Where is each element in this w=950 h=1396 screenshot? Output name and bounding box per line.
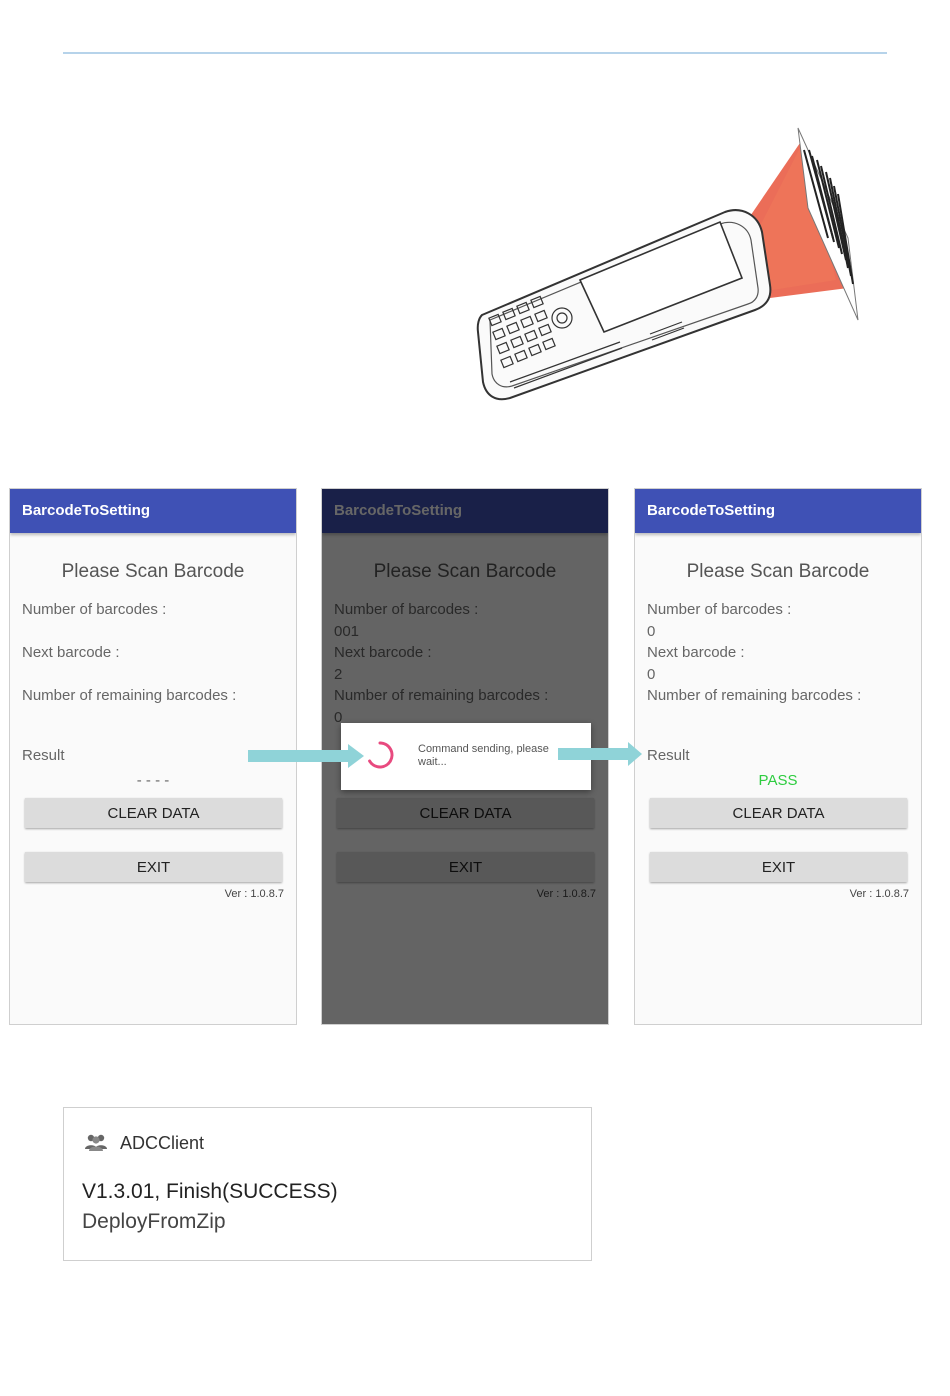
next-barcode-value: 0 bbox=[647, 666, 656, 683]
result-label: Result bbox=[22, 747, 65, 764]
progress-message: Command sending, please wait... bbox=[418, 743, 549, 768]
notification-body: DeployFromZip bbox=[82, 1210, 226, 1233]
top-divider bbox=[63, 52, 887, 54]
scanner-device-illustration bbox=[470, 120, 890, 410]
app-title: BarcodeToSetting bbox=[10, 489, 296, 533]
result-value: PASS bbox=[758, 772, 798, 789]
scan-heading: Please Scan Barcode bbox=[686, 561, 870, 582]
clear-data-button[interactable]: CLEAR DATA bbox=[25, 798, 282, 828]
people-icon bbox=[84, 1132, 108, 1152]
version-label: Ver : 1.0.8.7 bbox=[849, 888, 909, 900]
num-barcodes-label: Number of barcodes : bbox=[22, 601, 167, 618]
next-barcode-label: Next barcode : bbox=[647, 644, 745, 661]
notification-card[interactable] bbox=[63, 1107, 592, 1261]
progress-dialog bbox=[341, 723, 591, 790]
remaining-label: Number of remaining barcodes : bbox=[22, 687, 237, 704]
notification-app-name: ADCClient bbox=[120, 1133, 205, 1153]
version-label: Ver : 1.0.8.7 bbox=[224, 888, 284, 900]
num-barcodes-label: Number of barcodes : bbox=[647, 601, 792, 618]
app-title: BarcodeToSetting bbox=[635, 489, 921, 533]
clear-data-button[interactable]: CLEAR DATA bbox=[650, 798, 907, 828]
result-label: Result bbox=[647, 747, 690, 764]
result-value: - - - - bbox=[136, 772, 170, 789]
exit-button[interactable]: EXIT bbox=[25, 852, 282, 882]
scan-heading: Please Scan Barcode bbox=[61, 561, 245, 582]
num-barcodes-value: 0 bbox=[647, 623, 656, 640]
screen-result bbox=[634, 488, 922, 1025]
remaining-label: Number of remaining barcodes : bbox=[647, 687, 862, 704]
spinner-icon bbox=[365, 740, 395, 770]
arrow-right-icon bbox=[558, 740, 644, 768]
notification-title: V1.3.01, Finish(SUCCESS) bbox=[82, 1180, 338, 1203]
arrow-right-icon bbox=[248, 742, 366, 770]
exit-button[interactable]: EXIT bbox=[650, 852, 907, 882]
next-barcode-label: Next barcode : bbox=[22, 644, 120, 661]
